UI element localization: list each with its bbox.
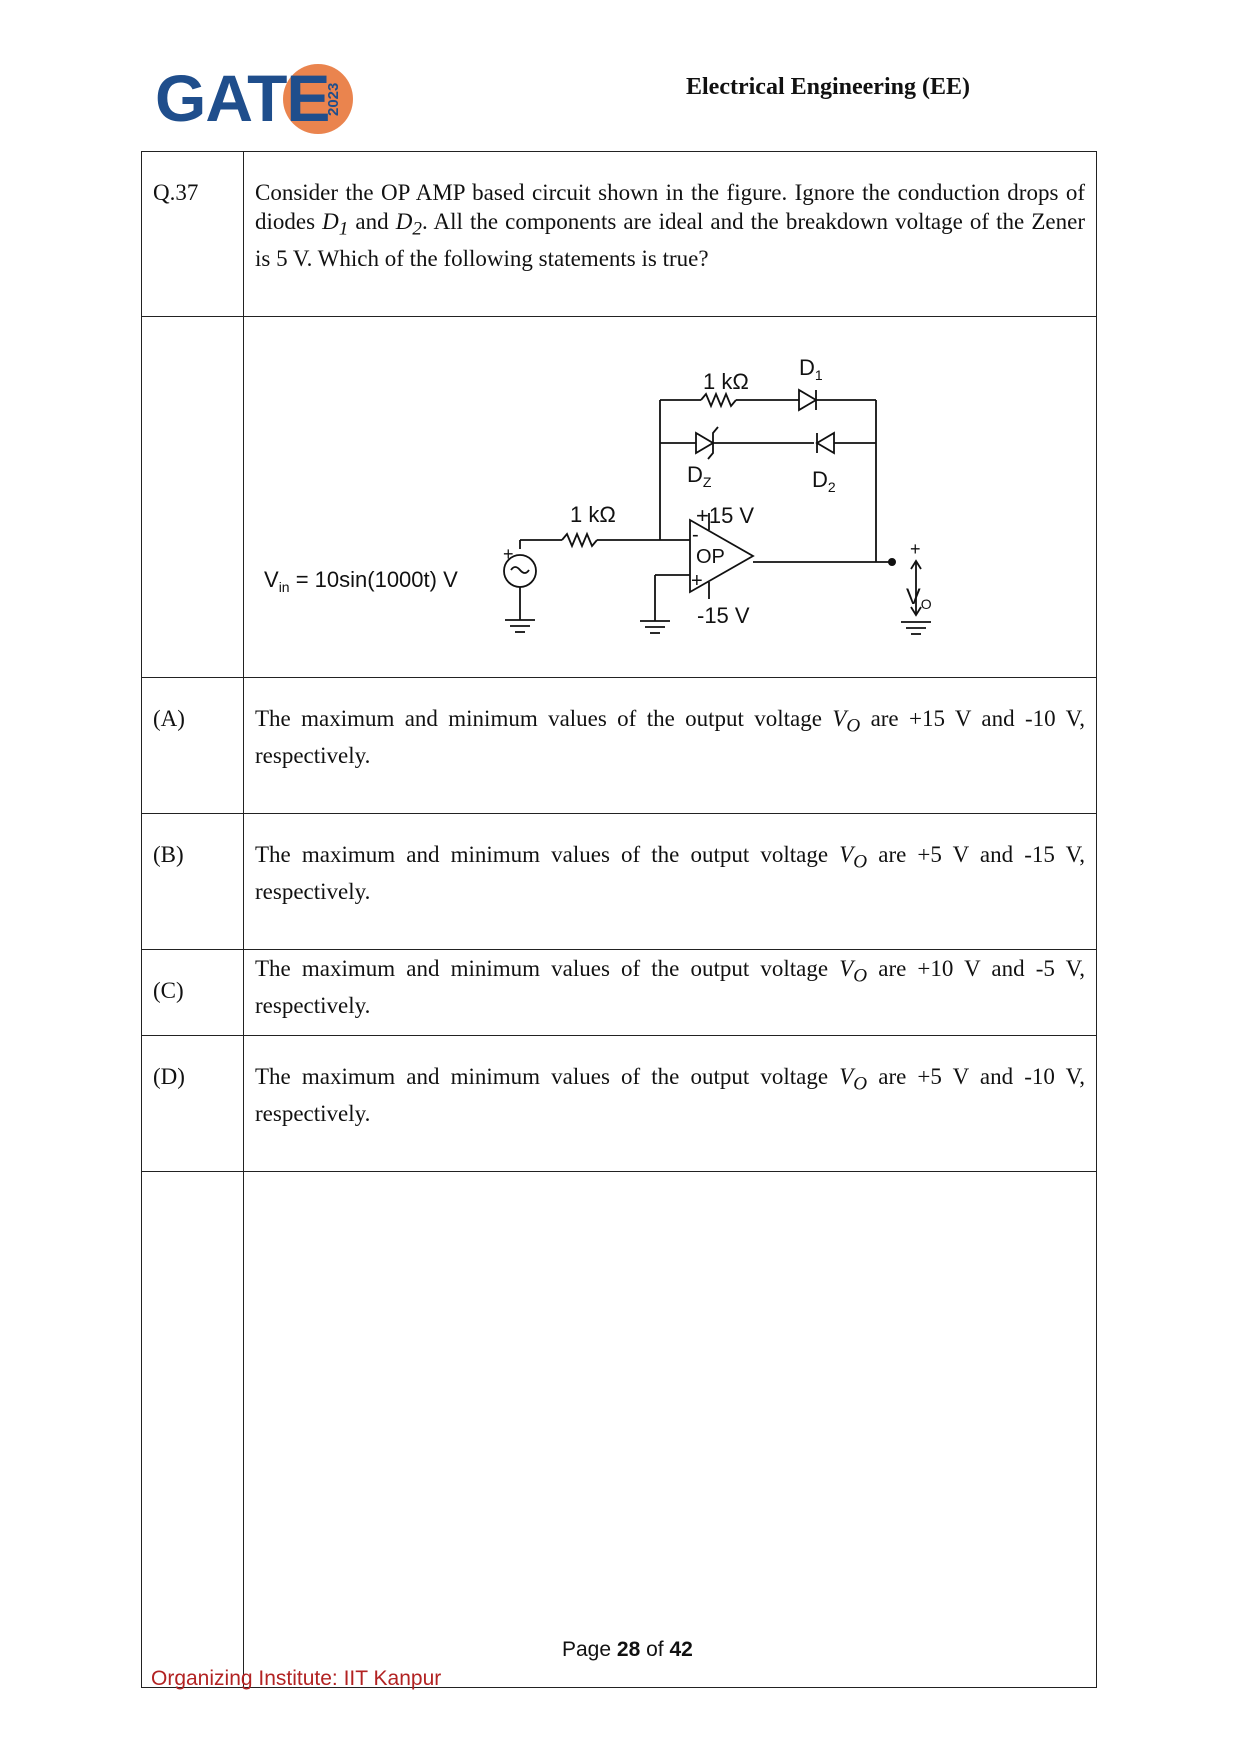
option-label: (D) xyxy=(142,1036,244,1172)
option-label: (A) xyxy=(142,678,244,814)
option-text: The maximum and minimum values of the output voltage $V_O$ are +5 V and -10 V, respectively. xyxy=(244,1036,1097,1172)
subject-title: Electrical Engineering (EE) xyxy=(686,74,970,100)
question-number: Q.37 xyxy=(142,152,244,317)
question-table xyxy=(141,151,1097,1688)
supply-pos-label: +15 V xyxy=(696,503,755,528)
logo-text: GATE xyxy=(155,61,330,135)
option-text: The maximum and minimum values of the output voltage $V_O$ are +5 V and -15 V, respectively. xyxy=(244,814,1097,950)
zener-diode xyxy=(696,433,713,453)
empty-row xyxy=(142,1172,1097,1688)
option-row xyxy=(142,678,1097,814)
option-label: (B) xyxy=(142,814,244,950)
circuit-diagram xyxy=(244,317,1096,677)
feedback-resistor xyxy=(701,394,736,406)
option-row xyxy=(142,950,1097,1036)
source-plus-sign: + xyxy=(503,544,514,564)
dz-label: $D_Z$ xyxy=(687,462,712,490)
diode-d2 xyxy=(817,433,834,453)
option-text: The maximum and minimum values of the output voltage $V_O$ are +10 V and -5 V, respectively. xyxy=(244,950,1097,1036)
diode-d1 xyxy=(799,390,816,410)
gate-logo xyxy=(155,58,365,138)
question-row xyxy=(142,152,1097,317)
question-text: Consider the OP AMP based circuit shown in the figure. Ignore the conduction drops of diodes $D_1$ and $D_2$. All the components are ideal and the breakdown voltage of the Zener is 5 V. Which of the following statements is true? xyxy=(244,152,1097,317)
vo-label: $V_O$ xyxy=(906,584,932,612)
input-resistor xyxy=(562,534,597,546)
vin-label: $V_{in} = 10\sin(1000t)$ V xyxy=(264,567,458,595)
option-text: The maximum and minimum values of the output voltage $V_O$ are +15 V and -10 V, respectively. xyxy=(244,678,1097,814)
d1-label: $D_1$ xyxy=(799,355,823,383)
opamp-noninverting-sign: + xyxy=(691,570,703,592)
opamp-inverting-sign: - xyxy=(692,524,699,546)
circuit-figure-cell xyxy=(244,317,1097,678)
vo-plus-sign: + xyxy=(910,539,921,559)
page-number: Page 28 of 42 xyxy=(562,1638,693,1661)
supply-neg-label: -15 V xyxy=(697,603,750,628)
option-label: (C) xyxy=(142,950,244,1036)
d2-label: $D_2$ xyxy=(812,467,836,495)
opamp-label: OP xyxy=(696,546,725,568)
option-row xyxy=(142,1036,1097,1172)
figure-row xyxy=(142,317,1097,678)
organizing-institute: Organizing Institute: IIT Kanpur xyxy=(151,1667,442,1690)
feedback-resistor-label: 1 kΩ xyxy=(703,369,749,394)
input-resistor-label: 1 kΩ xyxy=(570,502,616,527)
logo-year: 2023 xyxy=(325,82,342,116)
option-row xyxy=(142,814,1097,950)
output-node xyxy=(888,558,896,566)
